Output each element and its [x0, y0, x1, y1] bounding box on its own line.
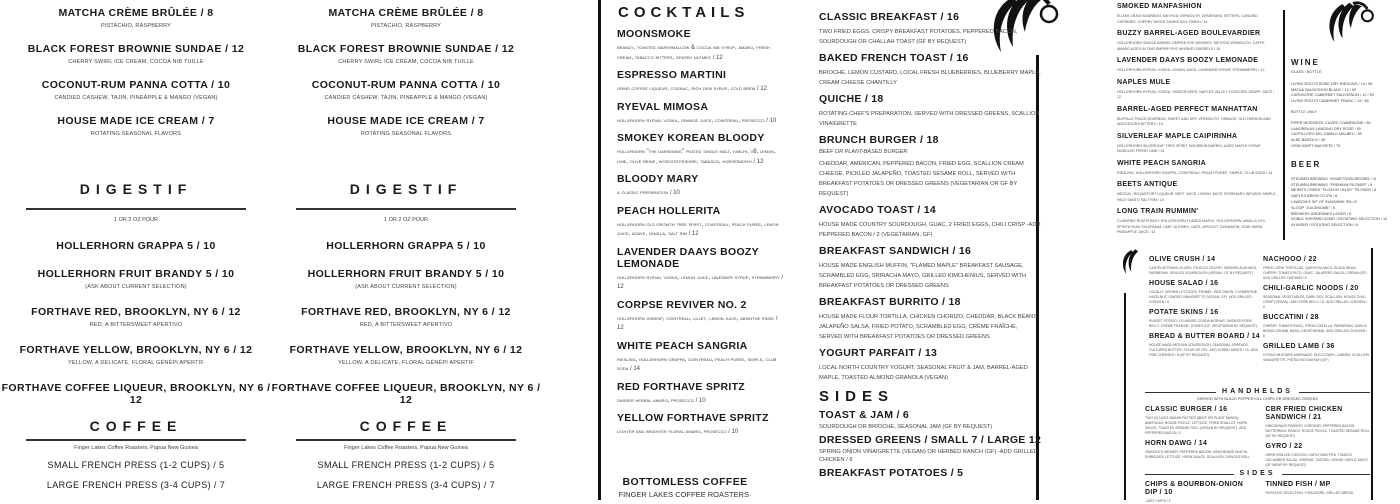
menu-item-name: COCONUT-RUM PANNA COTTA / 10 — [41, 79, 231, 91]
menu-item-name: QUICHE / 18 — [819, 93, 884, 105]
menu-item-description: HOLLERHORN SILVERLEAF TREE SPIRIT, BOURBON BARREL-AGED MAPLE SYRUP, MUDDLED FRESH LIME / 14 — [1117, 143, 1262, 153]
menu-item — [617, 69, 805, 95]
menu-item-description: RUSSET POTATO, 1/2 AMUSE GOUDA MORNAY, SMOKED PORK BELLY, CRÈME FRAÎCHE, CHIVES (GF, VEGETARIAN BY REQUEST) — [1149, 319, 1258, 328]
menu-item-name: POTATE SKINS / 16 — [1149, 309, 1219, 316]
bar-menu-panel — [1110, 0, 1400, 248]
menu-item-name: FORTHAVE COFFEE LIQUEUR, BROOKLYN, NY 6 / 12 — [1, 382, 271, 406]
menu-item — [819, 348, 1041, 383]
menu-item-description: MEZCAL, ROQUEFORT LIQUEUR, BEET JUICE, LEMON JUICE, ROSEMARY INFUSED SIMPLE, PALO SANTO SALT RIM / 14 — [1117, 192, 1277, 202]
menu-item-description: SOURDOUGH OR BRIOCHE, SEASONAL JAM (GF BY REQUEST) — [819, 424, 993, 430]
divider — [26, 208, 246, 210]
list-item: LAMOREAUX LANDING DRY ROSÉ / 50 — [1291, 126, 1361, 131]
menu-item — [1265, 481, 1370, 496]
menu-item-name: OLIVE CRUSH / 14 — [1149, 256, 1216, 263]
digestif-section — [0, 181, 272, 406]
menu-item — [1263, 256, 1369, 281]
menu-item — [819, 246, 1041, 291]
menu-item-description: TWO FRIED EGGS, CRISPY BREAKFAST POTATOES, PEPPERED BACON, SOURDOUGH OR CHALLAH TOAST (GF BY REQUEST) — [819, 29, 1018, 45]
hollerhorn-logo-icon — [1118, 248, 1153, 276]
menu-item — [1117, 79, 1277, 101]
menu-item — [819, 94, 1041, 129]
coffee-heading: COFFEE — [89, 418, 183, 434]
panel-border — [1371, 248, 1373, 500]
menu-item-name: BUCCATINI / 28 — [1263, 314, 1319, 321]
desserts-section — [0, 7, 272, 137]
menu-item — [617, 412, 805, 438]
menu-item-name: BRUNCH BURGER / 18 — [819, 134, 939, 146]
menu-item — [0, 268, 272, 290]
menu-item-description: ZWEIGLE'S WEINER, PEPPERED BACON, KIMCHENIUS KIMCHI, SHREDDED LETTUCE, HORN SAUCE, SCALLION, DIPAOLO ROLL — [1145, 450, 1251, 459]
menu-item-name: WHITE PEACH SANGRIA — [617, 339, 748, 352]
menu-item — [0, 115, 272, 137]
menu-item-name: YELLOW FORTHAVE SPRITZ — [617, 412, 769, 424]
menu-item — [819, 53, 1041, 88]
menu-item-name: BAKED FRENCH TOAST / 16 — [819, 52, 969, 64]
menu-item-name: HOLLERHORN FRUIT BRANDY 5 / 10 — [37, 268, 235, 280]
list-item: CASTILLERO DEL DIABLO MALBEC / 50 — [1291, 132, 1362, 137]
menu-item-name: FORTHAVE RED, BROOKLYN, NY 6 / 12 — [31, 306, 241, 318]
menu-item-name: HOUSE MADE ICE CREAM / 7 — [327, 115, 485, 127]
handhelds-heading: HANDHELDS — [1222, 388, 1293, 395]
list-item: PIPER HEIDSIECK CUVÉE CHAMPAGNE / 80 — [1291, 120, 1371, 125]
menu-item — [617, 173, 805, 199]
menu-item — [270, 79, 542, 101]
menu-item-description: HOLLERHORN SINGLE BARREL EMPIRE RYE WHISKEY, METHOD VERMOUTH, CAFFE AMARO AGED IN OUR EMPIRE RYE WHISKEY BARRELS / 15 — [1117, 41, 1265, 51]
menu-item-name: BLACK FOREST BROWNIE SUNDAE / 12 — [27, 43, 245, 55]
beer-heading: BEER — [1291, 159, 1322, 169]
menu-item-description: CASTELVETRANO OLIVES, PICKLED CELERY, SMOKED ALMONDS, PARMESAN, GRILLED SOURDOUGH (VEGAN / GF BY REQUEST) — [1149, 266, 1257, 275]
menu-item — [1263, 314, 1369, 339]
menu-item-description: ROTATING CHEF'S PREPARATION, SERVED WITH DRESSED GREENS, SCALLION VINAIGRETTE — [819, 111, 1040, 127]
menu-item-name: SMALL FRENCH PRESS (1-2 CUPS) / 5 — [47, 460, 225, 470]
menu-item-description: HOUSE MADE FLOUR TORTILLA, CHICKEN CHORIZO, CHEDDAR, BLACK BEANS, JALAPEÑO SALSA, FRIED POTATO, SCRAMBLED EGG, CRÈME FRAÎCHE, SERVED WITH BREAKFAST POTATOES OR DRESSED GREENS — [819, 314, 1039, 340]
menu-item-description: CHERRY TOMATO RAGÙ, STRACCIATELLA, PARMESAN, GARLIC BREAD CRUMB, BASIL (VEGETARIAN) -ADD GRILLED CHICKEN / 6 — [1263, 324, 1368, 338]
menu-item-description: darker herbal amaro, prosecco / 10 — [617, 397, 706, 404]
menu-item-description: SPRING ONION VINAIGRETTE (VEGAN) OR HERBED RANCH (GF) -ADD GRILLED CHICKEN / 6 — [819, 448, 1038, 463]
list-item: LIVING ROOTS CABERNET FRANC / 14 / 58 — [1291, 99, 1369, 104]
menu-item — [1117, 30, 1277, 52]
menu-item-description: ELIJAH CRAIG BOURBON, METHOD VERMOUTH, DEMERARA, BITTERS, CANDIED CHERRIES, CHERRY WOOD SMOKE BOX FINISH / 14 — [1117, 14, 1258, 24]
menu-item-description: RED, A BITTERSWEET APERTIVO — [359, 322, 453, 328]
panel-border — [1124, 293, 1126, 500]
cocktails-heading: COCKTAILS — [618, 4, 750, 21]
menu-item-description: HERB GRILLED CHICKEN, CURLY BUN PITA, TOMATO CUCUMBER SALAD, GREENS, TZATZIKI, HOUSE GARLIC MAYO (GF WRAP BY REQUEST) — [1265, 453, 1368, 467]
menu-item — [0, 382, 272, 406]
sides-heading: SIDES — [819, 388, 895, 405]
menu-item-name: BEETS ANTIQUE — [1117, 181, 1178, 188]
menu-item-description: hollerhorn old growth tree spirit, cointreau, peach purée, lemon juice, agave, vanilla, salt rim / 12 — [617, 221, 779, 237]
menu-item — [270, 240, 542, 252]
menu-item-name: HORN DAWG / 14 — [1145, 440, 1208, 447]
menu-item — [270, 115, 542, 137]
menu-item-description: LOCAL NORTH COUNTRY YOGURT, SEASONAL FRUIT & JAM, BARREL-AGED MAPLE, TOASTED ALMOND GRANOLA (VEGAN) — [819, 365, 1028, 381]
menu-item — [819, 12, 1041, 47]
menu-item-name: MATCHA CRÈME BRÛLÉE / 8 — [58, 7, 214, 19]
menu-item — [617, 299, 805, 334]
menu-item-note: BEEF OR PLANT-BASED BURGER — [819, 149, 908, 155]
menu-item — [819, 205, 1041, 240]
menu-item — [1117, 3, 1277, 25]
list-item: MATUA SAUVIGNON BLANC / 12 / 50 — [1291, 87, 1357, 92]
menu-item-description: RED, A BITTERSWEET APERTIVO — [89, 322, 183, 328]
menu-item-description: ROTATING SELECTION / CRACKERS, GRILLED BREAD — [1265, 491, 1354, 495]
menu-item-description: CLARIFIED RUM PUNCH: HOLLERHORN FLAMED MAPLE, HOLLERHORN VANILLA XXX, SPICED RUM, FALERNUM, LIME, NUTMEG, DATE, APRICOT, CINNAMON, STAR ANISE, PINEAPPLE JUICE / 14 — [1117, 219, 1266, 234]
menu-item — [1149, 280, 1261, 305]
menu-item-description: hollerhorn ryeval vodka, orange juice, cointreau, prosecco / 10 — [617, 117, 777, 124]
menu-item-name: HOUSE MADE ICE CREAM / 7 — [57, 115, 215, 127]
divider — [1145, 474, 1234, 475]
digestif-heading: DIGESTIF — [349, 181, 463, 197]
menu-item-description: (ASK ABOUT CURRENT SELECTION) — [85, 284, 187, 290]
menu-item — [819, 435, 1041, 465]
menu-item-name: MATCHA CRÈME BRÛLÉE / 8 — [328, 7, 484, 19]
menu-item — [1117, 133, 1277, 155]
list-item: SLOOP "JUICEBOMB" / 6 — [1291, 205, 1336, 210]
digestif-section — [270, 181, 542, 406]
dessert-menu-panel — [0, 0, 272, 500]
menu-item — [1117, 106, 1277, 128]
menu-item — [1145, 440, 1255, 460]
menu-item-description: CANDIED CASHEW, TAJIN, PINEAPPLE & MANGO (VEGAN) — [324, 95, 488, 101]
menu-item — [0, 240, 272, 252]
divider — [1145, 392, 1216, 393]
menu-item-description: PISTACHIO, RASPBERRY — [370, 23, 442, 29]
menu-item-name: BREAD & BUTTER BOARD / 14 — [1149, 333, 1260, 340]
menu-item-name: RED FORTHAVE SPRITZ — [617, 380, 746, 393]
menu-item-name: BREAKFAST SANDWICH / 16 — [819, 245, 972, 257]
menu-item-name: SMOKED MANFASHION — [1117, 3, 1202, 10]
menu-item-description: grind coffee liqueur, cognac, rich dem syrup, cold brew / 12 — [617, 86, 768, 92]
list-item: AYINGER / ROTATING SELECTION / 8 — [1291, 223, 1358, 228]
cocktail-menu-panel — [560, 0, 805, 500]
menu-item-name: FORTHAVE RED, BROOKLYN, NY 6 / 12 — [301, 306, 511, 318]
menu-item — [819, 410, 1041, 432]
menu-item — [1149, 256, 1261, 276]
menu-item — [0, 344, 272, 366]
panel-border — [598, 0, 601, 500]
menu-item-description: a classic preparation / 10 — [617, 190, 680, 196]
menu-item-name: HOLLERHORN FRUIT BRANDY 5 / 10 — [307, 268, 505, 280]
digestif-heading: DIGESTIF — [79, 181, 193, 197]
menu-item — [0, 7, 272, 29]
menu-item — [270, 480, 542, 491]
menu-item — [617, 381, 805, 407]
menu-item — [0, 460, 272, 471]
menu-item — [270, 7, 542, 29]
menu-item — [0, 79, 272, 101]
menu-item-name: COCONUT-RUM PANNA COTTA / 10 — [311, 79, 501, 91]
menu-item-description: HOUSE MADE ENGLISH MUFFIN, "FLAMED MAPLE" BREAKFAST SAUSAGE, SCRAMBLED EGG, SRIRACHA MAYO, GRILLED KIMCHENIUS, SERVED WITH BREAKFAST POTATOES OR DRESSED GREENS — [819, 263, 1027, 289]
menu-item-description: (ASK ABOUT CURRENT SELECTION) — [355, 284, 457, 290]
menu-item — [1117, 160, 1277, 177]
food-menu-panel — [1115, 248, 1400, 503]
menu-item — [617, 340, 805, 375]
menu-item — [270, 268, 542, 290]
menu-item-description: riesling, hollerhorn grappa, cointreau, peach purée, simple, club soda / 14 — [617, 356, 777, 372]
menu-item — [1117, 208, 1277, 236]
menu-item — [1149, 309, 1261, 329]
menu-item — [617, 132, 805, 167]
desserts-section — [270, 7, 542, 137]
divider — [296, 439, 516, 441]
menu-item-name: RYEVAL MIMOSA — [617, 100, 709, 113]
list-item: LAWSON'S SIP OF SUNSHINE IPA / 8 — [1291, 199, 1357, 204]
menu-item-name: CHIPS & BOURBON-ONION DIP / 10 — [1145, 481, 1244, 496]
hollerhorn-logo-icon — [1322, 0, 1377, 46]
coffee-section — [270, 418, 542, 491]
menu-item-name: LONG TRAIN RUMMIN' — [1117, 208, 1199, 215]
menu-item — [819, 297, 1041, 342]
list-item: NOBLE SHEPARD SOUR / ROTATING SELECTION / 10 — [1291, 217, 1388, 222]
menu-item-name: FORTHAVE COFFEE LIQUEUR, BROOKLYN, NY 6 / 12 — [271, 382, 541, 406]
menu-item-description: ROTATING SEASONAL FLAVORS — [90, 131, 182, 137]
menu-item-name: HOUSE SALAD / 16 — [1149, 280, 1219, 287]
menu-item-description: brandy, toasted marshmallow & cocoa nib syrup, amaro, fresh cream, tabacco bitters, grated nutmeg / 12 — [617, 45, 770, 61]
menu-item — [819, 468, 1041, 479]
menu-item-description: -JUST CHIPS / 5 — [1145, 499, 1171, 503]
menu-item-name: WHITE PEACH SANGRIA — [1117, 159, 1206, 167]
menu-item-description: CITRUS MUSTARD MARINADE, SUCCOTASH, LABNEH, SCALLION VINAIGRETTE, PISTACHIO DUKKAH (GF) — [1263, 353, 1369, 362]
menu-item-name: SMOKEY KOREAN BLOODY — [617, 132, 765, 144]
handhelds-note: SERVED WITH BLACK PEPPER KILL CHIPS OR DRESSED GREENS — [1197, 397, 1318, 401]
menu-item-name: YOGURT PARFAIT / 13 — [819, 347, 938, 359]
menu-item-name: LAVENDER DAAYS BOOZY LEMONADE — [1117, 57, 1259, 64]
list-item: MEIER'S CREEK "FLOATIN' ON BY" PILSNER / 8 — [1291, 188, 1377, 193]
list-item: ORIN SWIFT MACHETE / 75 — [1291, 143, 1341, 148]
menu-item-description: HOUSE MADE ARTISAN SOURDOUGH, SEASONAL SPREADS, CULTURED BUTTER, FLEUR DE SEL -ADD CURED MEATS / 10 -ADD FINE CHEESES / 8 (GF BY REQUEST) — [1149, 343, 1259, 357]
menu-item-description: RIESLING, HOLLERHORN GRAPPA, COINTREAU, PEACH PURÉE, SIMPLE, CLUB SODA / 14 — [1117, 170, 1273, 175]
menu-item-description: BRIOCHE, LEMON CUSTARD, LOCAL FRESH BLUEBERRIES, BLUEBERRY MAPLE, CREAM CHEESE CHANTILLY — [819, 70, 1041, 86]
menu-item — [1263, 285, 1369, 310]
menu-item — [270, 306, 542, 328]
menu-item-description: LOCALLY GROWN LETTUCES, FENNEL, RED ONION, CLEMENTINE, HAZELNUT, GINGER VINAIGRETTE (VEGAN, GF) -ADD GRILLED CHICKEN / 6 — [1149, 290, 1258, 304]
divider — [26, 439, 246, 441]
bottomless-coffee-heading: BOTTOMLESS COFFEE — [622, 476, 748, 488]
menu-item-name: BLACK FOREST BROWNIE SUNDAE / 12 — [297, 43, 515, 55]
menu-item-name: LARGE FRENCH PRESS (3-4 CUPS) / 7 — [316, 480, 496, 490]
bottle-only-note: BOTTLE ONLY — [1291, 109, 1317, 114]
brunch-menu-panel — [805, 0, 1105, 500]
menu-item — [1117, 181, 1277, 203]
menu-item-description: lighter and brighter floral amaro, prosecco / 10 — [617, 429, 739, 435]
menu-item-description: HOLLERHORN RYEVAL VODKA, GINGER BEER, NAPLES VALLEY CONCORD GRAPE JUICE / 12 — [1117, 89, 1275, 99]
menu-item-name: ESPRESSO MARTINI — [617, 69, 727, 81]
menu-item-name: LARGE FRENCH PRESS (3-4 CUPS) / 7 — [46, 480, 226, 490]
menu-item-description: hollerhorn ryeval vodka, lemon juice, lavender syrup, strawberry / 12 — [617, 274, 784, 290]
menu-item-name: GYRO / 22 — [1265, 443, 1303, 450]
menu-item-name: TOAST & JAM / 6 — [819, 409, 910, 421]
panel-border — [1283, 10, 1285, 240]
menu-item-name: BARREL-AGED PERFECT MANHATTAN — [1117, 105, 1258, 113]
menu-item-description: YELLOW, A DELICATE, FLORAL GÉNÉPI APERTIF — [338, 360, 474, 366]
menu-item-name: BREAKFAST BURRITO / 18 — [819, 296, 961, 308]
coffee-section — [0, 418, 272, 491]
sides-heading: SIDES — [1239, 470, 1276, 477]
menu-item — [1149, 333, 1261, 358]
menu-item-description: HOLLERHORN RYEVAL VODKA, LEMON JUICE, LAVENDER SYRUP, STRAWBERRY / 12 — [1117, 68, 1265, 72]
wine-heading: WINE — [1291, 58, 1320, 67]
menu-item-name: MOONSMOKE — [617, 28, 691, 40]
menu-item — [819, 135, 1041, 199]
menu-item — [617, 28, 805, 63]
menu-item — [617, 205, 805, 240]
menu-item — [0, 43, 272, 65]
menu-item-name: SILVERLEAF MAPLE CAIPIRINHA — [1117, 132, 1238, 140]
menu-item — [270, 460, 542, 471]
coffee-heading: COFFEE — [359, 418, 453, 434]
menu-item-name: GRILLED LAMB / 36 — [1263, 343, 1335, 350]
menu-item — [1265, 443, 1370, 468]
menu-item — [617, 246, 805, 293]
menu-item-name: BUZZY BARREL-AGED BOULEVARDIER — [1117, 30, 1261, 37]
menu-item-description: hollerhorn "the darkening" peated single malt, kimchi, v8, lemon, lime, olive brine, worcestershire, tabasco, horseradish / 12 — [617, 149, 776, 165]
menu-item — [0, 306, 272, 328]
menu-item-description: HOUSE MADE COUNTRY SOURDOUGH, GUAC, 2 FRIED EGGS, CHILI CRISP -ADD PEPPERED BACON / 2 (VEGETARIAN, GF) — [819, 222, 1041, 238]
menu-item — [1263, 343, 1369, 363]
menu-item-description: FRIED CORN TORTILLAS, QUESO BLANCO, BLACK BEAN, CHERRY TOMATO PICO, GUAC, JALAPEÑO SALSA, CREMA (GF) -ADD GRILLED CHICKEN / 6 — [1263, 266, 1369, 280]
list-item: ALBE BAROLO / 45 — [1291, 138, 1325, 143]
menu-item-name: CORPSE REVIVER NO. 2 — [617, 298, 747, 311]
menu-item-name: LAVENDER DAAYS BOOZY LEMONADE — [617, 245, 759, 270]
menu-item-description: ROTATING SEASONAL FLAVORS — [360, 131, 452, 137]
list-item: BREWERY ARDENNES LAGER / 6 — [1291, 211, 1352, 216]
divider — [1282, 474, 1371, 475]
list-item: CARNIVORE CABERNET SAUVIGNON / 12 / 50 — [1291, 93, 1374, 98]
menu-item-description: CHERRY SWIRL ICE CREAM, COCOA NIB TUILLE — [338, 59, 474, 65]
bottomless-coffee-note: FINGER LAKES COFFEE ROASTERS· — [618, 490, 752, 499]
menu-item — [1265, 406, 1370, 439]
list-item: NAPLES BREW CO IPA / 8 — [1291, 194, 1338, 199]
divider — [296, 208, 516, 210]
menu-item — [1117, 57, 1277, 74]
menu-item-name: NAPLES MULE — [1117, 78, 1171, 86]
menu-item-description: BUFFALO TRACE BOURBON, SWEET AND DRY VERMOUTH, ORANGE, OLD FASHION AND ANGOSTURA BITTERS / 15 — [1117, 116, 1271, 126]
menu-item-name: DRESSED GREENS / SMALL 7 / LARGE 12 — [819, 433, 1042, 446]
wine-note: GLASS / BOTTLE — [1291, 70, 1322, 74]
list-item: STEUBEN BREWING "HOMETOWN BROWN" / 8 — [1291, 176, 1376, 181]
menu-item-description: KIMCHENIUS PIMENTO CHEDDAR, PEPPERED BACON, BUTTERMILK RANCH, HOUSE PICKLE, TOASTED SESAME ROLL (GF BY REQUEST) — [1265, 424, 1370, 438]
coffee-note: Finger Lakes Coffee Roasters, Papua New Guinea — [74, 445, 198, 451]
menu-item-name: FORTHAVE YELLOW, BROOKLYN, NY 6 / 12 — [289, 344, 523, 356]
menu-item-name: BLOODY MARY — [617, 173, 699, 185]
divider — [1299, 392, 1370, 393]
menu-item-name: PEACH HOLLERITA — [617, 204, 721, 217]
list-item: STEUBEN BREWING "PREMIUM PILSNER" / 8 — [1291, 182, 1373, 187]
menu-item-description: TWO (2) 1/4OZ SMASH PATTIES (BEEF OR PLANT BASED), AMERICAN, HOUSE PICKLE, LETTUCE, FRIED SHALLOT, HORN SAUCE, TOASTED SESAME ROLL (VEGAN BY REQUEST) -ADD PEPPERED BACON / 2 — [1145, 416, 1248, 435]
menu-item-name: SMALL FRENCH PRESS (1-2 CUPS) / 5 — [317, 460, 495, 470]
menu-item-name: CHILI-GARLIC NOODS / 20 — [1263, 285, 1359, 292]
menu-item-name: BREAKFAST POTATOES / 5 — [819, 466, 964, 479]
menu-item — [270, 344, 542, 366]
menu-item-name: HOLLERHORN GRAPPA 5 / 10 — [56, 240, 216, 252]
menu-item-description: CANDIED CASHEW, TAJIN, PINEAPPLE & MANGO (VEGAN) — [54, 95, 218, 101]
menu-item-description: CHEDDAR, AMERICAN, PEPPERED BACON, FRIED EGG, SCALLION CREAM CHEESE, PICKLED JALAPEÑO, TOASTED SESAME ROLL, SERVED WITH BREAKFAST POTATOES OR DRESSED GREENS (VEGETARIAN OR GF BY REQUEST) — [819, 161, 1024, 197]
menu-item-description: SEASONAL VEGETABLES, DARK SOY, SCALLION, HOUSE CHILI CRISP (VEGAN) -ADD PORK BELLY / 8 -ADD GRILLED CHICKEN / 6 — [1263, 295, 1367, 309]
menu-item-name: FORTHAVE YELLOW, BROOKLYN, NY 6 / 12 — [19, 344, 253, 356]
coffee-note: Finger Lakes Coffee Roasters, Papua New Guinea — [344, 445, 468, 451]
menu-item-name: AVOCADO TOAST / 14 — [819, 204, 937, 216]
digestif-note: 1 OR 2 OZ POUR — [113, 217, 158, 223]
menu-item-name: CBR FRIED CHICKEN SANDWICH / 21 — [1265, 406, 1343, 421]
menu-item-description: YELLOW, A DELICATE, FLORAL GÉNÉPI APERTIF — [68, 360, 204, 366]
menu-item — [0, 480, 272, 491]
menu-item-description: CHERRY SWIRL ICE CREAM, COCOA NIB TUILLE — [68, 59, 204, 65]
menu-item — [270, 382, 542, 406]
list-item: LIVING ROOTS BONE DRY RIESLING / 14 / 58 — [1291, 81, 1373, 86]
digestif-note: 1 OR 2 OZ POUR — [383, 217, 428, 223]
menu-item-description: hollerhorn ginship, cointreau, lillet, lemon juice, absinthe rinse / 12 — [617, 315, 778, 331]
menu-item-name: CLASSIC BREAKFAST / 16 — [819, 11, 960, 23]
menu-item-name: CLASSIC BURGER / 16 — [1145, 406, 1228, 413]
menu-item — [270, 43, 542, 65]
menu-item-name: TINNED FISH / MP — [1265, 481, 1331, 488]
dessert-menu-panel-copy — [270, 0, 542, 500]
menu-item-name: NACHOOO / 22 — [1263, 256, 1317, 263]
menu-item — [1145, 406, 1255, 436]
menu-item-name: HOLLERHORN GRAPPA 5 / 10 — [326, 240, 486, 252]
menu-item-description: PISTACHIO, RASPBERRY — [100, 23, 172, 29]
menu-item — [1145, 481, 1255, 504]
menu-item — [617, 101, 805, 127]
